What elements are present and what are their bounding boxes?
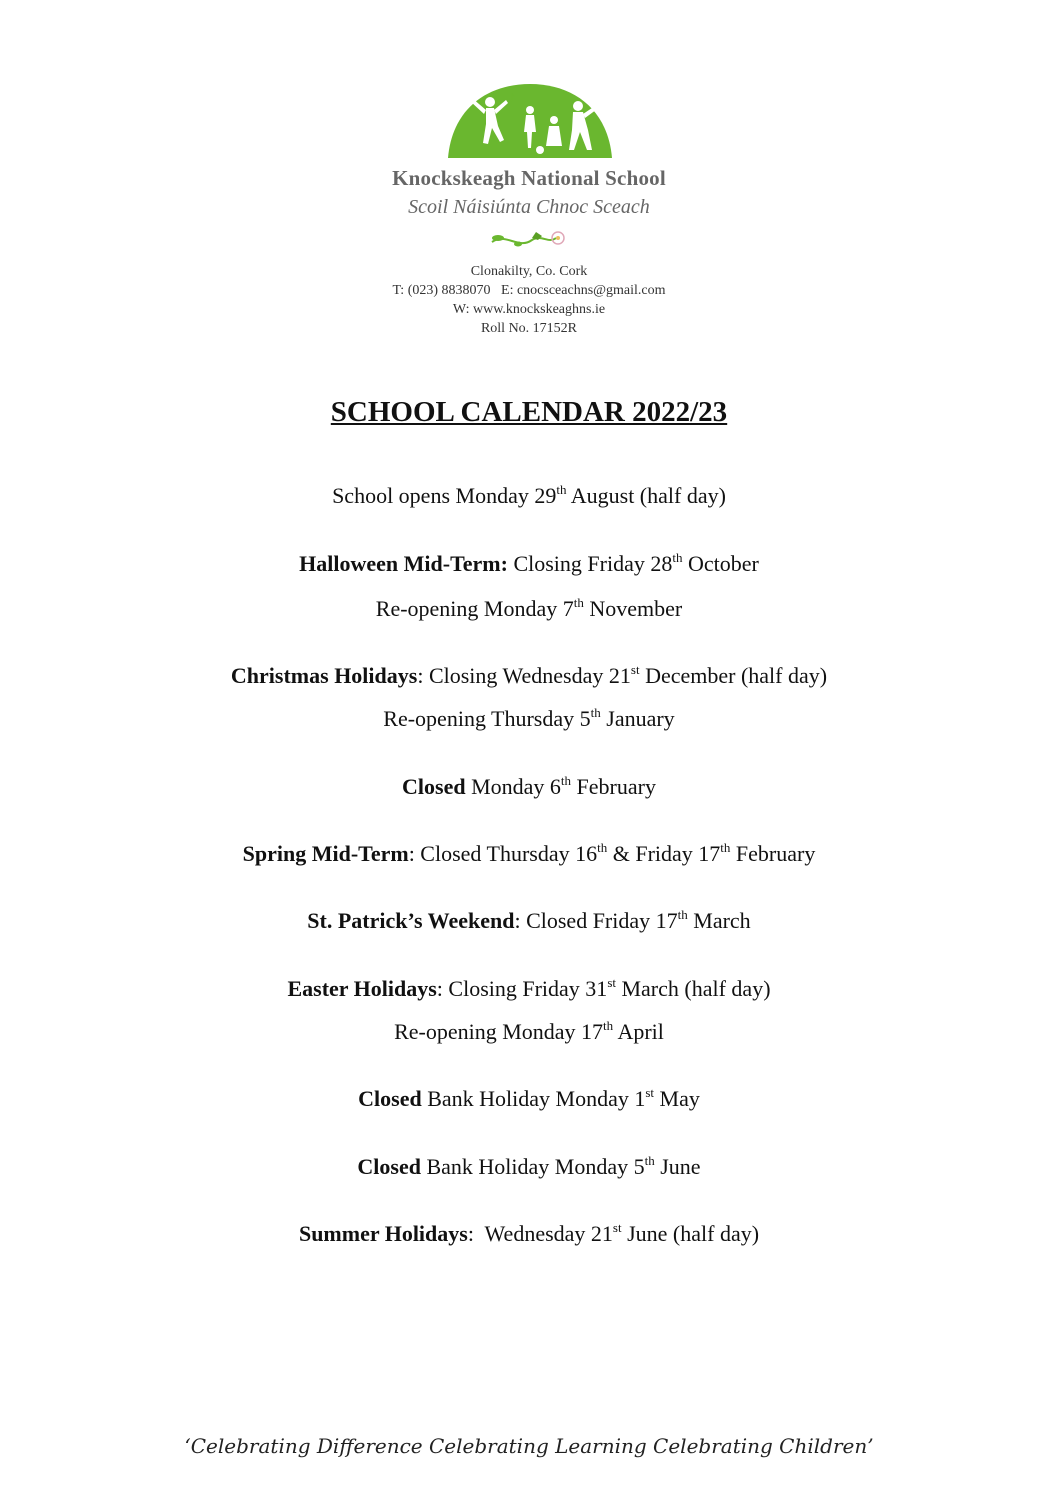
entry-label: Closed xyxy=(402,774,466,799)
vine-ornament-icon xyxy=(488,226,570,252)
contact-block xyxy=(0,262,1058,338)
entry-halloween-midterm: Halloween Mid-Term: Closing Friday 28th October xyxy=(299,550,759,576)
entry-halloween-reopening: Re-opening Monday 7th November xyxy=(375,595,683,621)
entry-school-opens: School opens Monday 29th August (half day) xyxy=(332,482,726,508)
school-name-irish: Scoil Náisiúnta Chnoc Sceach xyxy=(408,196,650,218)
entry-label: Easter Holidays xyxy=(287,976,437,1001)
entry-christmas-holidays: Christmas Holidays: Closing Wednesday 21st December (half day) xyxy=(230,662,828,688)
entry-closed-may: Closed Bank Holiday Monday 1st May xyxy=(358,1085,700,1111)
address: Clonakilty, Co. Cork xyxy=(470,264,588,279)
website: W: www.knockskeaghns.ie xyxy=(452,302,606,317)
svg-text:♪: ♪ xyxy=(508,91,516,105)
school-logo xyxy=(446,80,614,160)
entry-label: Spring Mid-Term xyxy=(242,841,409,866)
entry-label: St. Patrick’s Weekend xyxy=(307,908,515,933)
phone-email: T: (023) 8838070 E: cnocsceachns@gmail.com xyxy=(392,283,666,298)
entry-spring-midterm: Spring Mid-Term: Closed Thursday 16th & Friday 17th February xyxy=(242,840,816,866)
entry-christmas-reopening: Re-opening Thursday 5th January xyxy=(383,705,675,731)
entry-label: Halloween Mid-Term: xyxy=(299,551,508,576)
calendar-title: SCHOOL CALENDAR 2022/23 xyxy=(330,396,728,428)
entry-label: Closed xyxy=(358,1086,422,1111)
footer-motto: ‘Celebrating Difference Celebrating Learning Celebrating Children’ xyxy=(184,1434,874,1458)
school-name: Knockskeagh National School xyxy=(392,166,666,190)
entry-summer-holidays: Summer Holidays: Wednesday 21st June (half day) xyxy=(298,1220,760,1246)
entry-label: Closed xyxy=(357,1154,421,1179)
entry-closed-june: Closed Bank Holiday Monday 5th June xyxy=(357,1153,701,1179)
entry-easter-holidays: Easter Holidays: Closing Friday 31st March (half day) xyxy=(287,975,771,1001)
roll-number: Roll No. 17152R xyxy=(480,321,578,336)
entry-label: Summer Holidays xyxy=(298,1221,468,1246)
entry-st-patricks: St. Patrick’s Weekend: Closed Friday 17th March xyxy=(307,907,751,933)
entry-label: Christmas Holidays xyxy=(230,663,418,688)
entry-closed-february: Closed Monday 6th February xyxy=(402,773,656,799)
entry-easter-reopening: Re-opening Monday 17th April xyxy=(394,1018,664,1044)
